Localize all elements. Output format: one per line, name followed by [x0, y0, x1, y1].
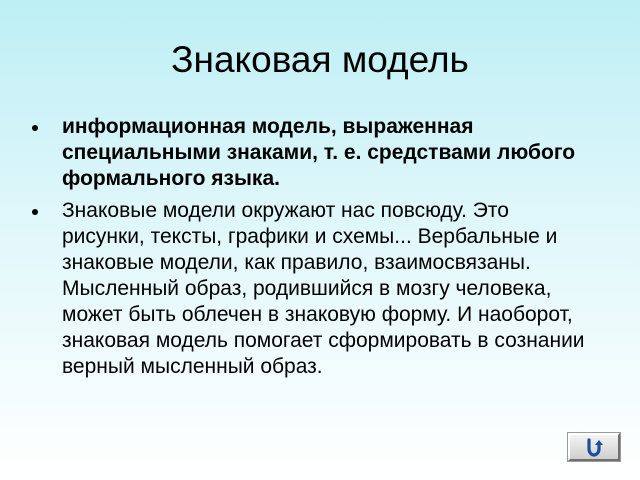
return-arrow-icon [583, 436, 605, 458]
bullet-list [32, 114, 592, 386]
bullet-text: Знаковые модели окружают нас повсюду. Это рисунки, тексты, графики и схемы... Вербальные и знаковые модели, как правило, взаимосвязаны. Мысленный образ, родившийся в мозгу человека, может быть облечен в знаковую форму. И наоборот, знаковая модель помогает сформировать в сознании верный мысленный образ. [62, 199, 585, 378]
return-button[interactable] [568, 433, 620, 461]
bullet-text: информационная модель, выраженная специальными знаками, т. е. средствами любого формального языка. [62, 115, 576, 190]
bullet-item-definition [32, 114, 592, 192]
slide-title: Знаковая модель [171, 39, 469, 80]
bullet-item-description [32, 198, 592, 380]
bullet-dot-icon [32, 209, 38, 215]
bullet-dot-icon [32, 125, 38, 131]
